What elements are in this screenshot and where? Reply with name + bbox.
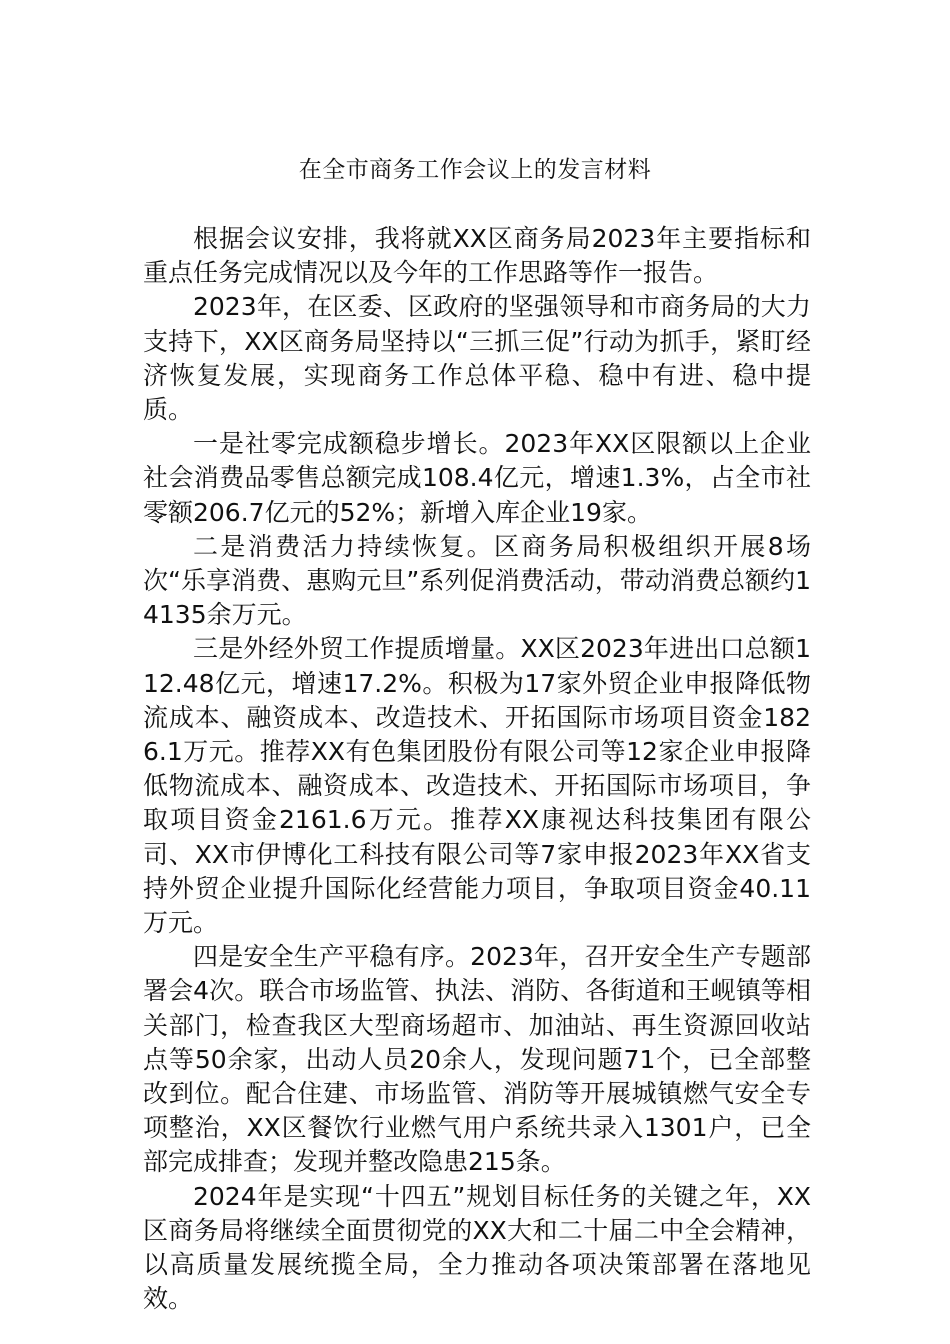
paragraph-intro: 根据会议安排，我将就XX区商务局2023年主要指标和重点任务完成情况以及今年的工作思路等作一报告。 xyxy=(143,224,811,288)
document-title: 在全市商务工作会议上的发言材料 xyxy=(298,157,652,183)
paragraph-retail-sales: 一是社零完成额稳步增长。2023年XX区限额以上企业社会消费品零售总额完成108.4亿元，增速1.3%，占全市社零额206.7亿元的52%；新增入库企业19家。 xyxy=(143,429,811,527)
paragraph-consumption: 二是消费活力持续恢复。区商务局积极组织开展8场次“乐享消费、惠购元旦”系列促消费活动，带动消费总额约14135余万元。 xyxy=(143,531,811,630)
paragraph-foreign-trade: 三是外经外贸工作提质增量。XX区2023年进出口总额112.48亿元，增速17.2%。积极为17家外贸企业申报降低物流成本、融资成本、改造技术、开拓国际市场项目资金1826.1万元。推荐XX有色集团股份有限公司等12家企业申报降低物流成本、融资成本、改造技术、开拓国际市场项目，争取项目资金2161.6万元。推荐XX康视达科技集团有限公司、XX市伊博化工科技有限公司等7家申报2023年XX省支持外贸企业提升国际化经营能力项目，争取项目资金40.11万元。 xyxy=(143,634,811,938)
paragraph-safety: 四是安全生产平稳有序。2023年，召开安全生产专题部署会4次。联合市场监管、执法、消防、各街道和王岘镇等相关部门，检查我区大型商场超市、加油站、再生资源回收站点等50余家，出动人员20余人，发现问题71个，已全部整改到位。配合住建、市场监管、消防等开展城镇燃气安全专项整治，XX区餐饮行业燃气用户系统共录入1301户，已全部完成排查；发现并整改隐患215条。 xyxy=(143,942,811,1177)
paragraph-overview: 2023年，在区委、区政府的坚强领导和市商务局的大力支持下，XX区商务局坚持以“三抓三促”行动为抓手，紧盯经济恢复发展，实现商务工作总体平稳、稳中有进、稳中提质。 xyxy=(143,292,811,425)
paragraph-outlook: 2024年是实现“十四五”规划目标任务的关键之年，XX区商务局将继续全面贯彻党的XX大和二十届二中全会精神，以高质量发展统揽全局，全力推动各项决策部署在落地见效。 xyxy=(143,1181,811,1314)
document-body xyxy=(143,222,811,1317)
